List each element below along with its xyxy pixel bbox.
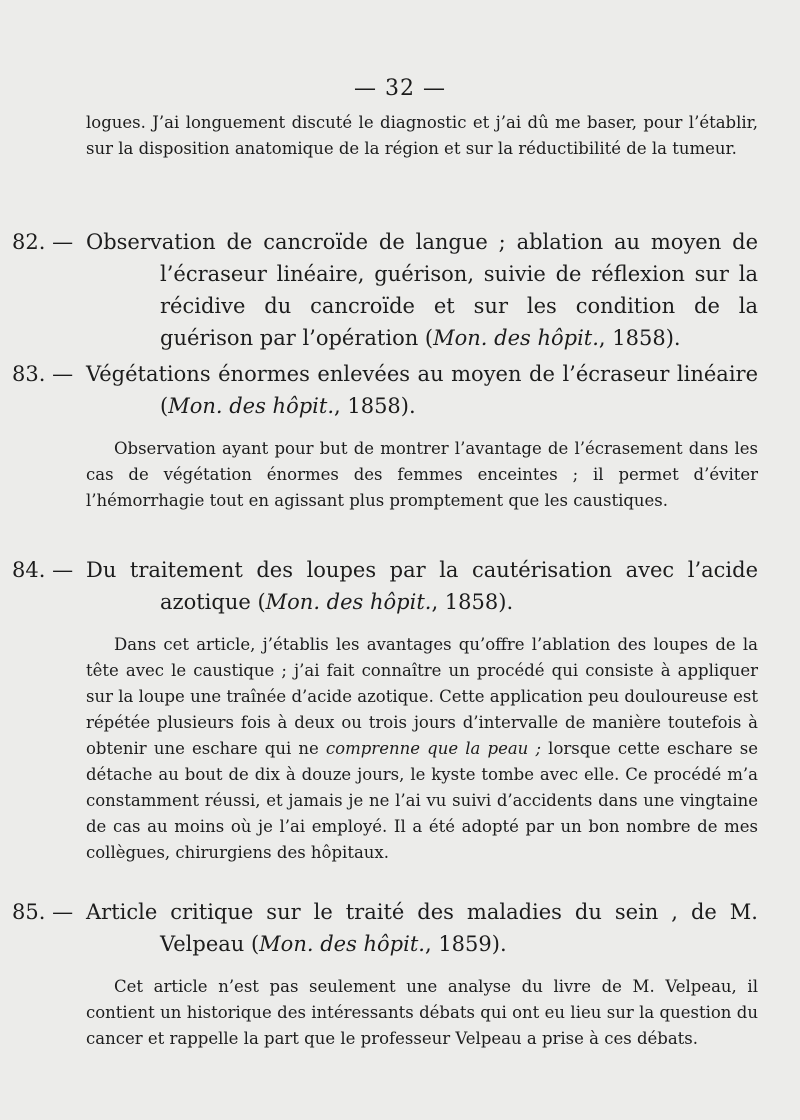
entry-83-year: , 1858).: [334, 394, 416, 418]
entry-84: [12, 554, 759, 866]
entry-84-title: Du traitement des loupes par la cautérisation avec l’acide azotique (: [86, 558, 758, 614]
entry-84-source: Mon. des hôpit.: [265, 590, 432, 614]
entry-85-body: Cet article n’est pas seulement une analyse du livre de M. Velpeau, il contient un historique des intéressants débats qui ont eu lieu sur la question du cancer et rappelle la part que le professeur Velpeau a prise à ces débats.: [86, 977, 758, 1048]
entry-84-body-before: Dans cet article, j’établis les avantages qu’offre l’ablation des loupes de la tête avec le caustique ; j’ai fait connaître un procédé qui consiste à appliquer sur la loupe une traînée d’acide azotique. Cette application peu douloureuse est répétée plusieurs fois à deux ou trois jours d’intervalle de manière toutefois à obtenir une eschare qui ne: [86, 635, 758, 758]
entry-84-heading: 84. — Du traitement des loupes par la cautérisation avec l’acide azotique (Mon. des hôpit., 1858).: [12, 558, 758, 614]
intro-paragraph: logues. J’ai longuement discuté le diagnostic et j’ai dû me baser, pour l’établir, sur la disposition anatomique de la région et sur la réductibilité de la tumeur.: [86, 113, 758, 158]
page-number: — 32 —: [354, 76, 446, 101]
entry-83-heading: 83. — Végétations énormes enlevées au moyen de l’écraseur linéaire (Mon. des hôpit., 1858).: [12, 362, 758, 418]
entry-82-source: Mon. des hôpit.: [433, 326, 599, 350]
entry-83-source: Mon. des hôpit.: [168, 394, 334, 418]
entry-84-body-after: lorsque cette eschare se détache au bout de dix à douze jours, le kyste tombe avec elle. Ce procédé m’a constamment réussi, et jamais je ne l’ai vu suivi d’accidents dans une vingtaine de cas au moins où je l’ai employé. Il a été adopté par un bon nombre de mes collègues, chirurgiens des hôpitaux.: [86, 739, 759, 862]
intro-paragraph-block: [86, 110, 758, 162]
entry-85-title: Article critique sur le traité des maladies du sein , de M. Velpeau (: [86, 900, 758, 956]
entry-82: [12, 226, 758, 354]
entry-83: [12, 358, 758, 514]
entry-85-heading: 85. — Article critique sur le traité des maladies du sein , de M. Velpeau (Mon. des hôpit., 1859).: [12, 900, 758, 956]
entry-83-body: Observation ayant pour but de montrer l’avantage de l’écrasement dans les cas de végétation énormes des femmes enceintes ; il permet d’éviter l’hémorrhagie tout en agissant plus promptement que les caustiques.: [86, 439, 758, 510]
entry-84-body-italic: comprenne que la peau ;: [325, 739, 542, 758]
entry-82-title: Observation de cancroïde de langue ; ablation au moyen de l’écraseur linéaire, guérison, suivie de réflexion sur la récidive du cancroïde et sur les condition de la guérison par l’opération (: [86, 230, 758, 350]
entry-84-year: , 1858).: [431, 590, 514, 614]
entry-85-source: Mon. des hôpit.: [259, 932, 425, 956]
entry-85-year: , 1859).: [424, 932, 507, 956]
entry-84-body: [86, 632, 758, 866]
entry-85: [12, 896, 758, 1052]
entry-82-heading: 82. — Observation de cancroïde de langue ; ablation au moyen de l’écraseur linéaire, guérison, suivie de réflexion sur la récidive du cancroïde et sur les condition de la guérison par l’opération (Mon. des hôpit., 1858).: [12, 230, 758, 350]
entry-83-title: Végétations énormes enlevées au moyen de l’écraseur linéaire (: [86, 362, 758, 418]
entry-82-year: , 1858).: [598, 326, 681, 350]
